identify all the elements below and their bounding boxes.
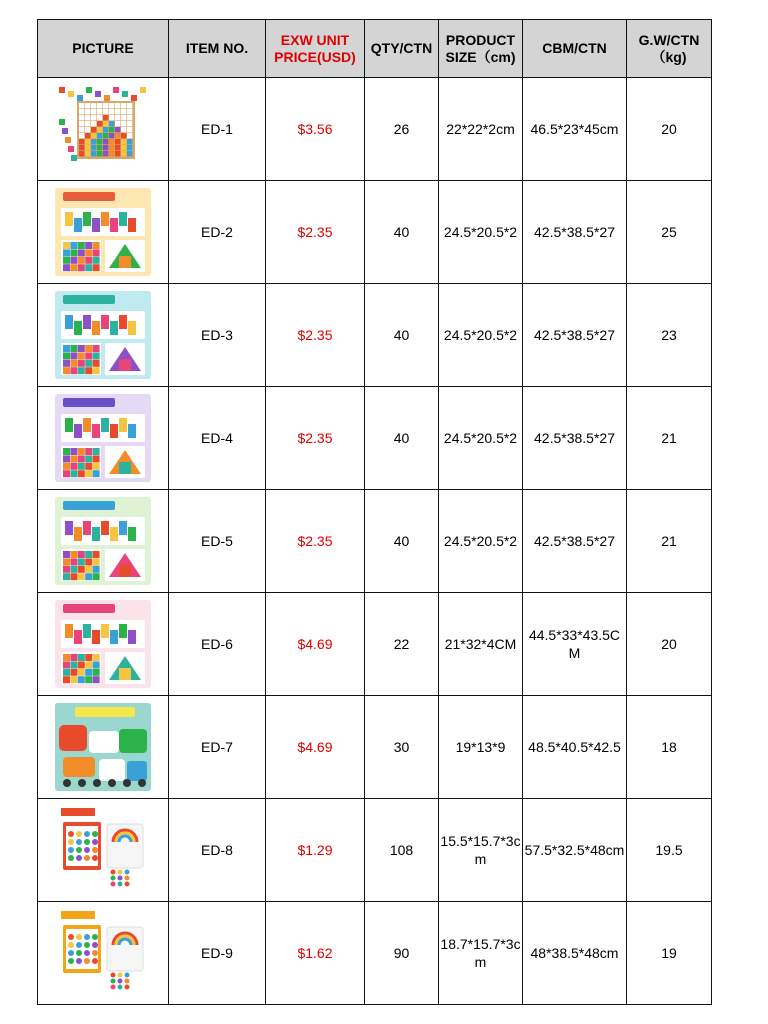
item-number-cell xyxy=(169,284,266,387)
qty-per-carton-text: 108 xyxy=(389,842,414,858)
qty-per-carton-text: 40 xyxy=(393,533,410,549)
product-size-text: 24.5*20.5*2 xyxy=(443,533,518,549)
product-size-text: 24.5*20.5*2 xyxy=(443,430,518,446)
color-sort-game-image xyxy=(55,909,151,997)
cbm-per-carton-cell xyxy=(523,902,627,1005)
product-picture-cell xyxy=(38,284,169,387)
gross-weight-text: 21 xyxy=(661,430,677,446)
rainbow-puzzle-image xyxy=(55,291,151,379)
gross-weight-cell xyxy=(627,78,712,181)
cbm-per-carton-text: 42.5*38.5*27 xyxy=(534,430,615,446)
qty-per-carton-cell xyxy=(365,799,439,902)
cbm-per-carton-cell xyxy=(523,490,627,593)
gross-weight-text: 19 xyxy=(661,945,677,961)
qty-per-carton-text: 26 xyxy=(393,121,410,137)
gross-weight-cell xyxy=(627,284,712,387)
item-number-text: ED-5 xyxy=(201,533,233,549)
qty-per-carton-cell xyxy=(365,696,439,799)
cbm-per-carton-cell xyxy=(523,799,627,902)
table-row xyxy=(38,902,712,1005)
item-number-text: ED-8 xyxy=(201,842,233,858)
unit-price-cell xyxy=(266,181,365,284)
product-size-cell xyxy=(439,696,523,799)
product-size-text: 22*22*2cm xyxy=(446,121,515,137)
unit-price-cell xyxy=(266,387,365,490)
item-number-text: ED-9 xyxy=(201,945,233,961)
product-size-text: 21*32*4CM xyxy=(444,636,517,652)
qty-per-carton-cell xyxy=(365,181,439,284)
qty-per-carton-text: 40 xyxy=(393,327,410,343)
product-size-cell xyxy=(439,78,523,181)
cbm-per-carton-cell xyxy=(523,593,627,696)
product-size-cell xyxy=(439,902,523,1005)
product-picture-cell xyxy=(38,490,169,593)
gross-weight-text: 21 xyxy=(661,533,677,549)
item-number-text: ED-3 xyxy=(201,327,233,343)
qty-per-carton-cell xyxy=(365,284,439,387)
qty-per-carton-cell xyxy=(365,387,439,490)
unit-price-cell xyxy=(266,593,365,696)
tangram-box-image xyxy=(55,394,151,482)
unit-price-text: $2.35 xyxy=(297,327,333,343)
cbm-per-carton-cell xyxy=(523,78,627,181)
item-number-text: ED-6 xyxy=(201,636,233,652)
gross-weight-text: 18 xyxy=(661,739,677,755)
cbm-per-carton-text: 42.5*38.5*27 xyxy=(534,224,615,240)
product-picture-cell xyxy=(38,696,169,799)
header-qty-per-carton: QTY/CTN xyxy=(365,20,439,78)
unit-price-cell xyxy=(266,490,365,593)
qty-per-carton-text: 40 xyxy=(393,430,410,446)
header-picture: PICTURE xyxy=(38,20,169,78)
item-number-cell xyxy=(169,696,266,799)
table-row xyxy=(38,387,712,490)
table-row xyxy=(38,284,712,387)
unit-price-text: $4.69 xyxy=(297,636,333,652)
product-picture-cell xyxy=(38,902,169,1005)
qty-per-carton-text: 90 xyxy=(393,945,410,961)
vehicle-set-image xyxy=(55,703,151,791)
product-picture-cell xyxy=(38,387,169,490)
cbm-per-carton-text: 48*38.5*48cm xyxy=(530,945,619,961)
header-product-size: PRODUCT SIZE（cm) xyxy=(439,20,523,78)
table-row xyxy=(38,799,712,902)
cbm-per-carton-text: 57.5*32.5*48cm xyxy=(524,842,625,858)
product-size-cell xyxy=(439,490,523,593)
qty-per-carton-text: 22 xyxy=(393,636,410,652)
unit-price-text: $1.62 xyxy=(297,945,333,961)
cbm-per-carton-text: 42.5*38.5*27 xyxy=(534,533,615,549)
item-number-text: ED-7 xyxy=(201,739,233,755)
product-size-text: 24.5*20.5*2 xyxy=(443,327,518,343)
header-row xyxy=(38,20,712,78)
qty-per-carton-text: 30 xyxy=(393,739,410,755)
unit-price-cell xyxy=(266,799,365,902)
qty-per-carton-cell xyxy=(365,902,439,1005)
header-exw-unit-price: EXW UNIT PRICE(USD) xyxy=(266,20,365,78)
cbm-per-carton-text: 46.5*23*45cm xyxy=(530,121,619,137)
product-size-text: 15.5*15.7*3cm xyxy=(440,833,521,867)
gross-weight-text: 23 xyxy=(661,327,677,343)
item-number-cell xyxy=(169,78,266,181)
cbm-per-carton-cell xyxy=(523,387,627,490)
gross-weight-cell xyxy=(627,181,712,284)
qty-per-carton-cell xyxy=(365,490,439,593)
unit-price-text: $2.35 xyxy=(297,430,333,446)
unit-price-cell xyxy=(266,902,365,1005)
table-row xyxy=(38,490,712,593)
item-number-cell xyxy=(169,902,266,1005)
gross-weight-cell xyxy=(627,696,712,799)
header-cbm-per-carton: CBM/CTN xyxy=(523,20,627,78)
gross-weight-text: 25 xyxy=(661,224,677,240)
product-size-cell xyxy=(439,387,523,490)
header-gross-weight: G.W/CTN （kg) xyxy=(627,20,712,78)
unit-price-text: $2.35 xyxy=(297,224,333,240)
item-number-text: ED-2 xyxy=(201,224,233,240)
product-size-cell xyxy=(439,284,523,387)
gross-weight-text: 20 xyxy=(661,121,677,137)
item-number-cell xyxy=(169,593,266,696)
cbm-per-carton-cell xyxy=(523,284,627,387)
unit-price-cell xyxy=(266,696,365,799)
qty-per-carton-cell xyxy=(365,78,439,181)
product-spec-table xyxy=(37,19,712,1005)
table-row xyxy=(38,593,712,696)
unit-price-text: $2.35 xyxy=(297,533,333,549)
gross-weight-text: 19.5 xyxy=(655,842,683,858)
3d-block-puzzle-image xyxy=(55,600,151,688)
product-size-cell xyxy=(439,181,523,284)
gross-weight-cell xyxy=(627,490,712,593)
product-size-text: 18.7*15.7*3cm xyxy=(440,936,521,970)
tangram-cards-image xyxy=(55,497,151,585)
abacus-game-image xyxy=(55,806,151,894)
unit-price-cell xyxy=(266,78,365,181)
product-size-cell xyxy=(439,799,523,902)
table-row xyxy=(38,696,712,799)
cbm-per-carton-cell xyxy=(523,181,627,284)
unit-price-text: $3.56 xyxy=(297,121,333,137)
gross-weight-cell xyxy=(627,387,712,490)
product-picture-cell xyxy=(38,799,169,902)
gross-weight-text: 20 xyxy=(661,636,677,652)
grid-puzzle-image xyxy=(55,85,151,173)
item-number-text: ED-1 xyxy=(201,121,233,137)
gross-weight-cell xyxy=(627,593,712,696)
header-item-no: ITEM NO. xyxy=(169,20,266,78)
unit-price-cell xyxy=(266,284,365,387)
item-number-cell xyxy=(169,181,266,284)
cbm-per-carton-cell xyxy=(523,696,627,799)
block-puzzle-box-image xyxy=(55,188,151,276)
product-picture-cell xyxy=(38,181,169,284)
product-size-cell xyxy=(439,593,523,696)
gross-weight-cell xyxy=(627,799,712,902)
product-picture-cell xyxy=(38,593,169,696)
table-row xyxy=(38,78,712,181)
qty-per-carton-text: 40 xyxy=(393,224,410,240)
table-row xyxy=(38,181,712,284)
cbm-per-carton-text: 48.5*40.5*42.5 xyxy=(528,739,621,755)
item-number-cell xyxy=(169,387,266,490)
unit-price-text: $1.29 xyxy=(297,842,333,858)
product-picture-cell xyxy=(38,78,169,181)
unit-price-text: $4.69 xyxy=(297,739,333,755)
item-number-text: ED-4 xyxy=(201,430,233,446)
product-size-text: 24.5*20.5*2 xyxy=(443,224,518,240)
cbm-per-carton-text: 42.5*38.5*27 xyxy=(534,327,615,343)
item-number-cell xyxy=(169,799,266,902)
qty-per-carton-cell xyxy=(365,593,439,696)
item-number-cell xyxy=(169,490,266,593)
cbm-per-carton-text: 44.5*33*43.5CM xyxy=(528,627,621,661)
gross-weight-cell xyxy=(627,902,712,1005)
product-size-text: 19*13*9 xyxy=(455,739,506,755)
